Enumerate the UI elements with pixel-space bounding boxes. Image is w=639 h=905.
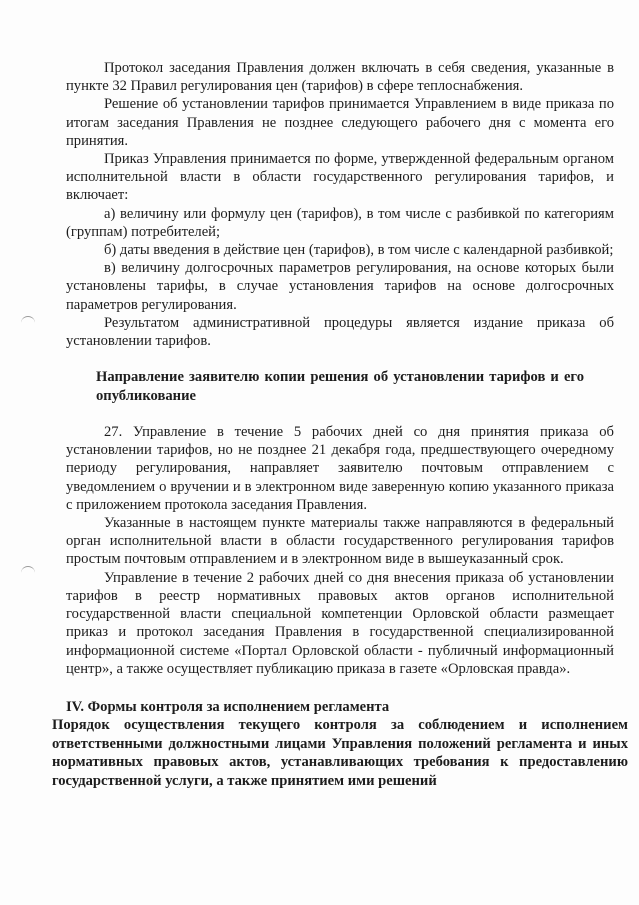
section-heading: Направление заявителю копии решения об установлении тарифов и его опубликование xyxy=(96,369,584,404)
section-subheading: Порядок осуществления текущего контроля за соблюдением и исполнением ответственными должностными лицами Управления положений регламента и иных нормативных правовых актов, устанавливающих требования к предоставлению государственной услуги, а также принятием ими решений xyxy=(52,717,628,789)
paragraph: Решение об установлении тарифов принимается Управлением в виде приказа по итогам заседания Правления не позднее следующего рабочего дня с момента его принятия. xyxy=(66,96,614,149)
list-item: а) величину или формулу цен (тарифов), в том числе с разбивкой по категориям (группам) потребителей; xyxy=(66,205,614,240)
scan-mark xyxy=(21,316,35,327)
paragraph: Результатом административной процедуры является издание приказа об установлении тарифов. xyxy=(66,314,614,350)
paragraph: Указанные в настоящем пункте материалы также направляются в федеральный орган исполнительной власти в области государственного регулирования тарифов простым почтовым отправлением и в электронном виде в вышеуказанный срок. xyxy=(66,515,614,568)
paragraph: 27. Управление в течение 5 рабочих дней со дня принятия приказа об установлении тарифов, но не позднее 21 декабря года, предшествующего очередному периоду регулирования, направляет заявителю почтовым отправлением с уведомлением о вручении и в электронном виде заверенную копию указанного приказа с приложением протокола заседания Правления. xyxy=(66,424,614,513)
paragraph: Приказ Управления принимается по форме, утвержденной федеральным органом исполнительной власти в области государственного регулирования тарифов, и включает: xyxy=(66,151,614,204)
paragraph: Управление в течение 2 рабочих дней со дня внесения приказа об установлении тарифов в реестр нормативных правовых актов органов исполнительной государственной власти специальной компетенции Орловской области размещает приказ и протокол заседания Правления в государственной специализированной информационной системе «Портал Орловской области - публичный информационный центр», а также осуществляет публикацию приказа в газете «Орловская правда». xyxy=(66,569,614,677)
section-heading: IV. Формы контроля за исполнением регламента xyxy=(66,698,390,715)
document-body xyxy=(52,59,628,790)
list-item: в) величину долгосрочных параметров регулирования, на основе которых были установлены тарифы, в случае установления тарифов на основе долгосрочных параметров регулирования. xyxy=(66,260,614,313)
list-item: б) даты введения в действие цен (тарифов), в том числе с календарной разбивкой; xyxy=(104,242,614,259)
paragraph: Протокол заседания Правления должен включать в себя сведения, указанные в пункте 32 Правил регулирования цен (тарифов) в сфере теплоснабжения. xyxy=(66,60,614,95)
scan-mark xyxy=(21,566,35,577)
